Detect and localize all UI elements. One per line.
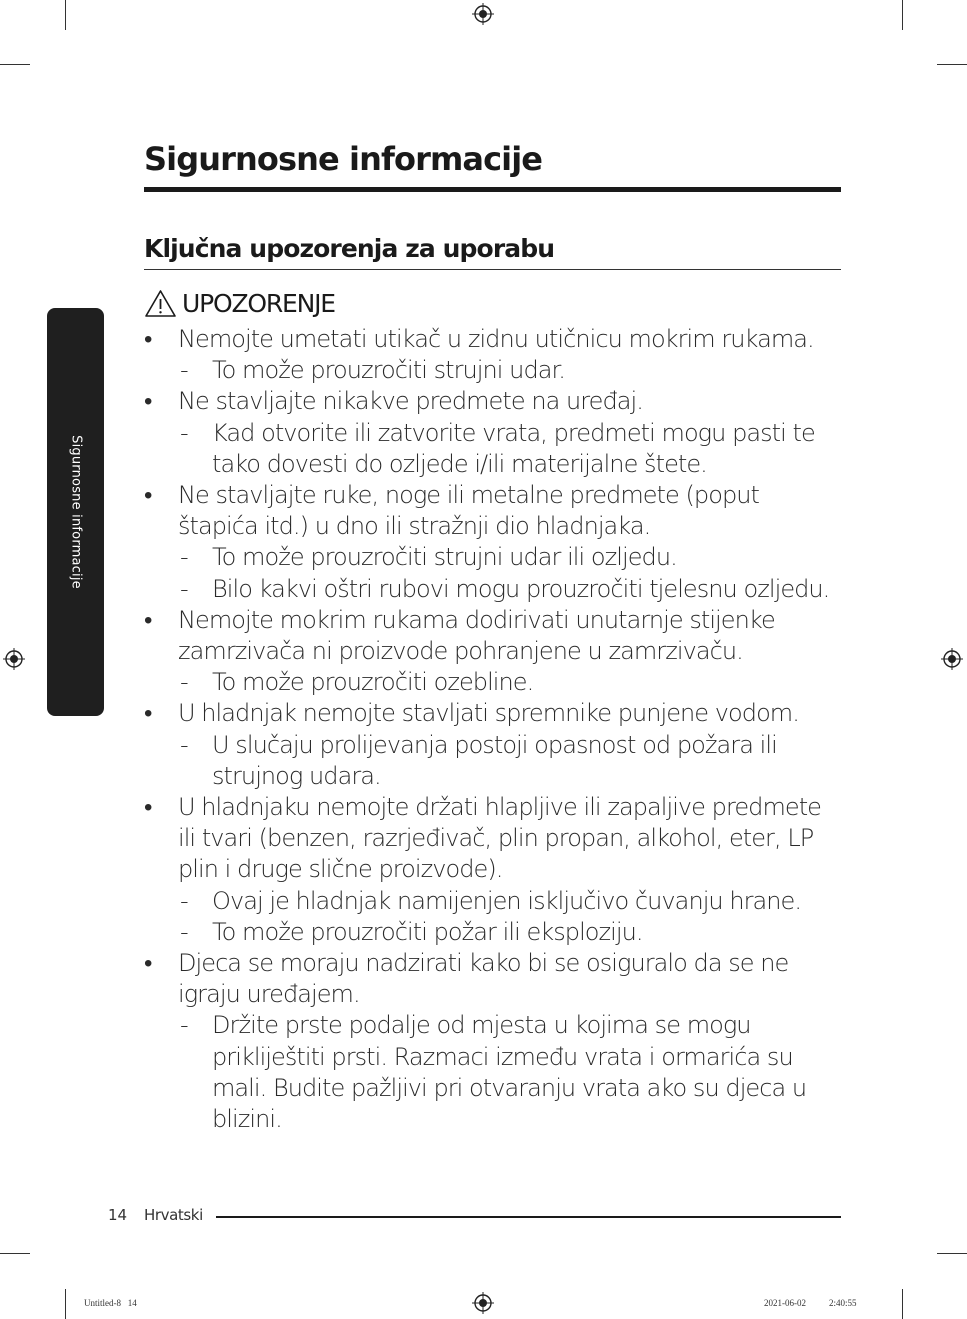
section-divider <box>144 269 841 270</box>
crop-mark <box>0 1253 30 1254</box>
page-number: 14 <box>108 1206 128 1224</box>
print-slug-date: 2021-06-02 ￿￿ 2:40:55 <box>764 1298 857 1308</box>
crop-mark <box>902 1289 903 1319</box>
sub-list-item: - Kad otvorite ili zatvorite vrata, predmeti mogu pasti te tako dovesti do ozljede i/ili materijalne štete. <box>144 418 844 480</box>
sub-list-item: - To može prouzročiti strujni udar ili ozljedu. <box>144 542 844 573</box>
warning-heading <box>144 287 335 319</box>
sub-list-item: - To može prouzročiti strujni udar. <box>144 355 844 386</box>
sub-list-item: - Ovaj je hladnjak namijenjen isključivo čuvanju hrane. <box>144 886 844 917</box>
side-section-tab <box>47 308 104 716</box>
list-item: • Ne stavljajte nikakve predmete na uređaj. <box>144 386 844 417</box>
footer-divider <box>216 1216 841 1218</box>
registration-mark-icon <box>472 1292 494 1314</box>
side-tab-label: Sigurnosne informacije <box>68 435 83 589</box>
sub-list-item: - To može prouzročiti ozebline. <box>144 667 844 698</box>
title-divider <box>144 187 841 192</box>
sub-list-item: - Držite prste podalje od mjesta u kojima se mogu prikliještiti prsti. Razmaci između vrata i ormarića su mali. Budite pažljivi pri otvaranju vrata ako su djeca u blizini. <box>144 1010 844 1135</box>
warning-label: UPOZORENJE <box>182 288 335 318</box>
footer-language: Hrvatski <box>144 1206 203 1224</box>
registration-mark-icon <box>941 648 963 670</box>
crop-mark <box>937 64 967 65</box>
list-item: • Nemojte umetati utikač u zidnu utičnicu mokrim rukama. <box>144 324 844 355</box>
registration-mark-icon <box>3 648 25 670</box>
crop-mark <box>902 0 903 30</box>
page-title: Sigurnosne informacije <box>144 140 543 178</box>
crop-mark <box>937 1253 967 1254</box>
crop-mark <box>65 1289 66 1319</box>
sub-list-item: - To može prouzročiti požar ili eksploziju. <box>144 917 844 948</box>
list-item: • Djeca se moraju nadzirati kako bi se osiguralo da se ne igraju uređajem. <box>144 948 844 1010</box>
list-item: • Ne stavljajte ruke, noge ili metalne predmete (poput štapića itd.) u dno ili stražnji dio hladnjaka. <box>144 480 844 542</box>
sub-list-item: - U slučaju prolijevanja postoji opasnost od požara ili strujnog udara. <box>144 730 844 792</box>
section-title: Ključna upozorenja za uporabu <box>144 234 555 263</box>
crop-mark <box>0 64 30 65</box>
list-item: • Nemojte mokrim rukama dodirivati unutarnje stijenke zamrzivača ni proizvode pohranjene u zamrzivaču. <box>144 605 844 667</box>
warning-list <box>144 324 844 1135</box>
warning-triangle-icon <box>144 289 177 318</box>
list-item: • U hladnjaku nemojte držati hlapljive ili zapaljive predmete ili tvari (benzen, razrjeđivač, plin propan, alkohol, eter, LP plin i druge slične proizvode). <box>144 792 844 886</box>
sub-list-item: - Bilo kakvi oštri rubovi mogu prouzročiti tjelesnu ozljedu. <box>144 574 844 605</box>
registration-mark-icon <box>472 3 494 25</box>
crop-mark <box>65 0 66 30</box>
list-item: • U hladnjak nemojte stavljati spremnike punjene vodom. <box>144 698 844 729</box>
print-slug-file: Untitled-8 14 <box>84 1298 137 1308</box>
